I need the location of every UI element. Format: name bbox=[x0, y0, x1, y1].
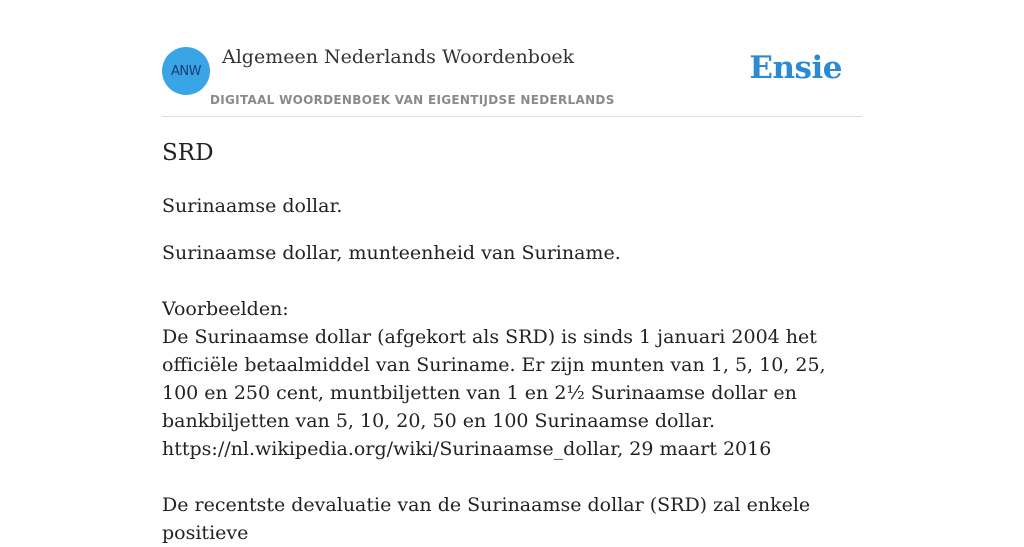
short-definition: Surinaamse dollar. bbox=[162, 195, 343, 217]
ensie-brand-link[interactable]: Ensie bbox=[749, 50, 842, 86]
examples-label: Voorbeelden: bbox=[162, 298, 289, 320]
headword: SRD bbox=[162, 140, 214, 166]
site-subtitle: DIGITAAL WOORDENBOEK VAN EIGENTIJDSE NEDERLANDS bbox=[210, 93, 615, 107]
example-text: De Surinaamse dollar (afgekort als SRD) is sinds 1 januari 2004 het officiële betaalmiddel van Suriname. Er zijn munten van 1, 5, 10, 25, 100 en 250 cent, muntbiljetten van 1 en 2½ Surinaamse dollar en bankbiljetten van 5, 10, 20, 50 en 100 Surinaamse dollar. bbox=[162, 326, 826, 432]
site-header bbox=[162, 0, 862, 117]
page-container bbox=[162, 0, 862, 544]
example-text: De recentste devaluatie van de Surinaamse dollar (SRD) zal enkele positieve bbox=[162, 494, 811, 544]
example-source: https://nl.wikipedia.org/wiki/Surinaamse_dollar, 29 maart 2016 bbox=[162, 438, 772, 460]
anw-logo[interactable] bbox=[162, 47, 210, 95]
site-title[interactable]: Algemeen Nederlands Woordenboek bbox=[222, 46, 575, 68]
long-definition: Surinaamse dollar, munteenheid van Suriname. bbox=[162, 242, 621, 264]
logo-text: ANW bbox=[171, 63, 201, 79]
